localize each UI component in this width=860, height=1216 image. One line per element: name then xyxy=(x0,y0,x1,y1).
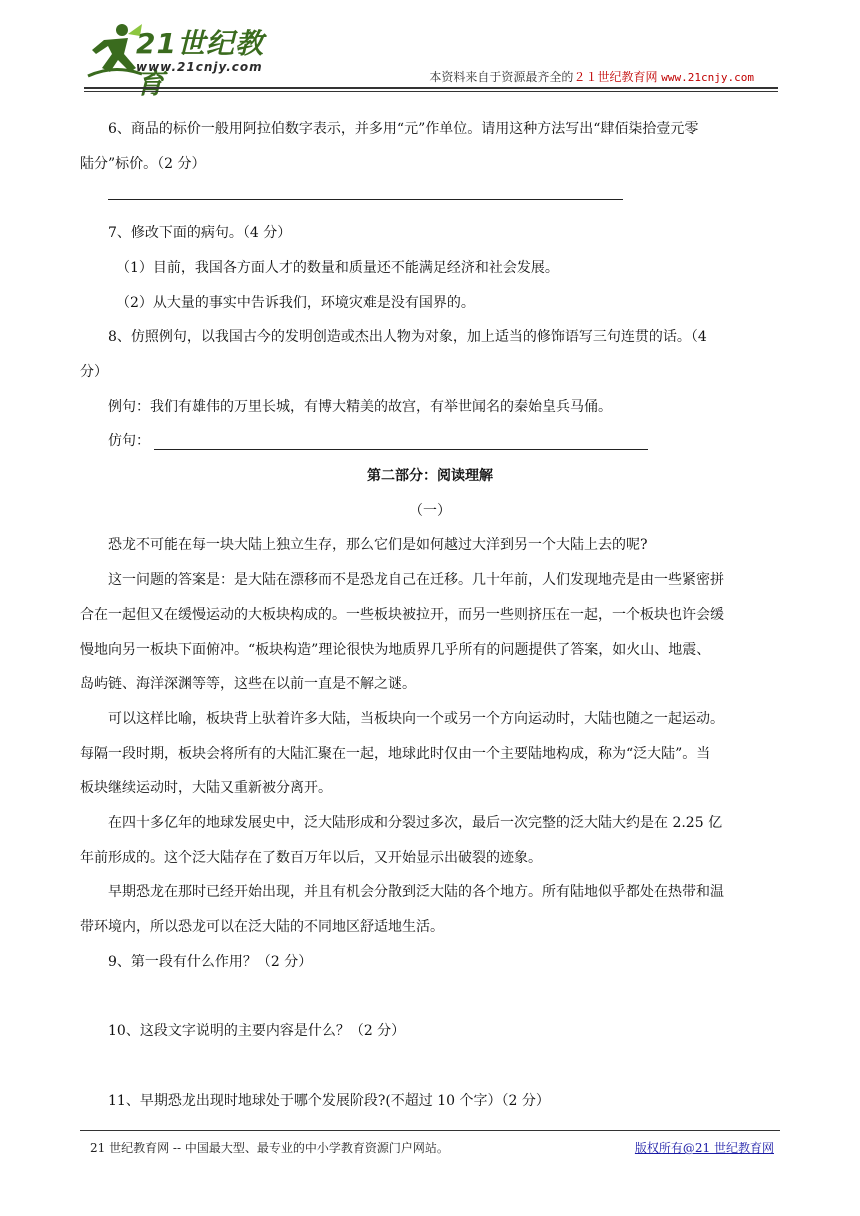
question-7-sentence-1: （1）目前，我国各方面人才的数量和质量还不能满足经济和社会发展。 xyxy=(116,259,559,276)
passage-paragraph-2-line-3: 慢地向另一板块下面俯冲。“板块构造”理论很快为地质界几乎所有的问题提供了答案，如火山、地震、 xyxy=(80,641,711,658)
footer-slogan: 21 世纪教育网 -- 中国最大型、最专业的中小学教育资源门户网站。 xyxy=(90,1141,449,1155)
passage-paragraph-3-line-3: 板块继续运动时，大陆又重新被分离开。 xyxy=(80,780,332,797)
question-6-line-2: 陆分”标价。（2 分） xyxy=(80,155,206,172)
question-8-line-1: 8、仿照例句，以我国古今的发明创造或杰出人物为对象，加上适当的修饰语写三句连贯的话。（4 xyxy=(108,329,707,346)
passage-paragraph-2-line-1: 这一问题的答案是：是大陆在漂移而不是恐龙自己在迁移。几十年前，人们发现地壳是由一些紧密拼 xyxy=(108,572,724,589)
imitate-label: 仿句： xyxy=(108,433,150,450)
runner-logo-icon xyxy=(84,20,144,80)
question-7-sentence-2: （2）从大量的事实中告诉我们，环境灾难是没有国界的。 xyxy=(116,294,475,311)
question-9: 9、第一段有什么作用？（2 分） xyxy=(108,953,313,970)
question-6-line-1: 6、商品的标价一般用阿拉伯数字表示，并多用“元”作单位。请用这种方法写出“肆佰柒拾壹元零 xyxy=(108,121,699,137)
main-content xyxy=(80,112,780,1118)
section-subtitle: （一） xyxy=(409,502,451,519)
passage-paragraph-1: 恐龙不可能在每一块大陆上独立生存，那么它们是如何越过大洋到另一个大陆上去的呢? xyxy=(108,537,648,554)
header-note-site[interactable]: www.21cnjy.com xyxy=(661,71,754,84)
answer-space-q9[interactable] xyxy=(80,980,780,1015)
header-divider-thin xyxy=(84,91,778,92)
question-7: 7、修改下面的病句。（4 分） xyxy=(108,225,292,242)
answer-space-q10[interactable] xyxy=(80,1049,780,1084)
passage-paragraph-4-line-2: 年前形成的。这个泛大陆存在了数百万年以后，又开始显示出破裂的迹象。 xyxy=(80,849,542,866)
footer-divider xyxy=(80,1130,780,1131)
passage-paragraph-3-line-2: 每隔一段时期，板块会将所有的大陆汇聚在一起，地球此时仅由一个主要陆地构成，称为“泛大陆”。当 xyxy=(80,745,711,762)
logo-text: 21世纪教育 xyxy=(136,27,264,100)
answer-line-q6[interactable] xyxy=(80,181,780,216)
header-divider xyxy=(84,87,778,89)
question-11: 11、早期恐龙出现时地球处于哪个发展阶段?(不超过 10 个字）（2 分） xyxy=(108,1092,550,1109)
header-note-brand[interactable]: ２１世纪教育网 xyxy=(573,70,658,84)
question-8-imitate[interactable] xyxy=(80,424,780,459)
question-8-example: 例句：我们有雄伟的万里长城，有博大精美的故宫，有举世闻名的秦始皇兵马俑。 xyxy=(108,398,612,415)
footer-copyright-link[interactable]: 版权所有@21 世纪教育网 xyxy=(634,1141,774,1155)
header-note xyxy=(429,68,754,85)
logo-url-text: www.21cnjy.com xyxy=(136,60,263,74)
imitate-answer-line[interactable] xyxy=(154,448,648,450)
passage-paragraph-5-line-1: 早期恐龙在那时已经开始出现，并且有机会分散到泛大陆的各个地方。所有陆地似乎都处在热带和温 xyxy=(108,884,724,901)
passage-paragraph-2-line-2: 合在一起但又在缓慢运动的大板块构成的。一些板块被拉开，而另一些则挤压在一起，一个板块也许会缓 xyxy=(80,606,724,623)
header-note-prefix: 本资料来自于资源最齐全的 xyxy=(429,70,574,84)
question-10: 10、这段文字说明的主要内容是什么？（2 分） xyxy=(108,1023,406,1040)
passage-paragraph-2-line-4: 岛屿链、海洋深渊等等，这些在以前一直是不解之谜。 xyxy=(80,676,416,693)
section-title: 第二部分：阅读理解 xyxy=(367,468,493,485)
passage-paragraph-3-line-1: 可以这样比喻，板块背上驮着许多大陆，当板块向一个或另一个方向运动时，大陆也随之一起运动。 xyxy=(108,710,724,727)
passage-paragraph-5-line-2: 带环境内，所以恐龙可以在泛大陆的不同地区舒适地生活。 xyxy=(80,919,444,936)
site-logo xyxy=(84,20,284,100)
question-8-line-2: 分） xyxy=(80,363,108,380)
passage-paragraph-4-line-1: 在四十多亿年的地球发展史中，泛大陆形成和分裂过多次，最后一次完整的泛大陆大约是在 2.25 亿 xyxy=(108,815,723,832)
